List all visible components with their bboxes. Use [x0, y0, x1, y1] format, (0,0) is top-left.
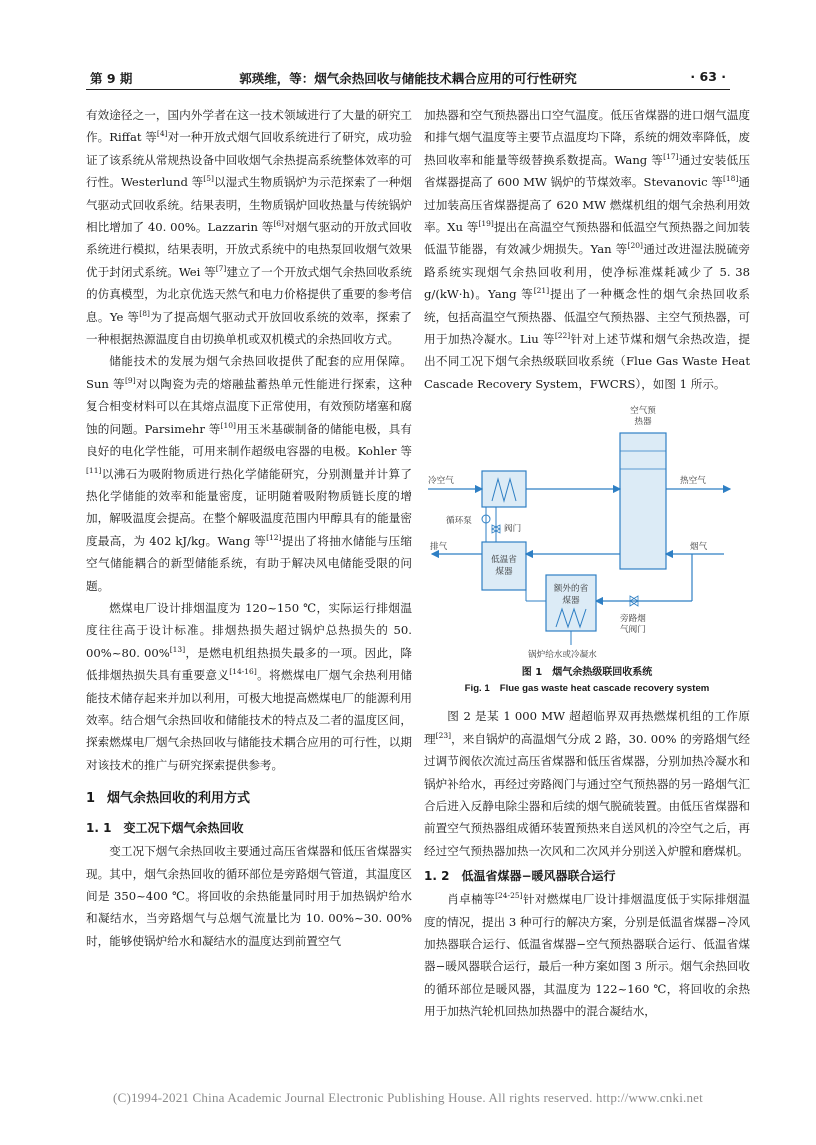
section-heading-1: 1 烟气余热回收的利用方式 [86, 791, 251, 807]
section-heading-1-2: 1. 2 低温省煤器−暖风器联合运行 [424, 869, 616, 884]
citation[interactable]: [9] [125, 375, 136, 385]
figure-1-diagram [424, 399, 750, 661]
citation[interactable]: [8] [139, 308, 150, 318]
issue-number: 第 9 期 [90, 71, 133, 86]
article-running-title: 郭瑛维，等：烟气余热回收与储能技术耦合应用的可行性研究 [239, 71, 577, 86]
label-lt-economizer-1: 低温省 [491, 555, 517, 566]
label-bypass-2: 气阀门 [620, 625, 646, 636]
paragraph: 变工况下烟气余热回收主要通过高压省煤器和低压省煤器实现。其中，烟气余热回收的循环部位是旁路烟气管道，其温度区间是 350~400 ℃。将回收的余热能量同时用于加热锅炉给水和凝结水，当旁路烟气与总烟气流量比为 10. 00%~30. 00% 时，能够使锅炉给水和凝结水的温度达到前置空气 [86, 844, 412, 948]
label-hot-air: 热空气 [680, 476, 706, 487]
left-column [86, 104, 412, 952]
label-valve: 阀门 [504, 524, 522, 535]
label-air-preheater-1: 空气预 [630, 406, 656, 417]
right-column [424, 104, 750, 1023]
citation[interactable]: [11] [86, 465, 102, 475]
paragraph: 加热器和空气预热器出口空气温度。低压省煤器的进口烟气温度和排气烟气温度等主要节点温度均下降，系统的㶲效率降低，废热回收率和能量等级替换系数提高。Wang 等[17]通过安装低压省煤器提高了 600 MW 锅炉的节煤效率。Stevanovic 等[18]通过加装高压省煤器提高了 620 MW 燃煤机组的烟气余热利用效率。Xu 等[19]提出在高温空气预热器和低温空气预热器之间加装低温节能器，有效减少㶲损失。Yan 等[20]通过改进湿法脱硫旁路系统实现烟气余热回收利用，使净标准煤耗减少了 5. 38 g/(kW·h)。Yang 等[21]提出了一种概念性的烟气余热回收系统，包括高温空气预热器、低温空气预热器、主空气预热器，可用于加热冷凝水。Liu 等[22]针对上述节煤和烟气余热改造，提出不同工况下烟气余热级联回收系统（Flue Gas Waste Heat Cascade Recovery System，FWCRS），如图 1 所示。 [424, 108, 751, 391]
citation[interactable]: [20] [627, 241, 643, 251]
label-bypass-1: 旁路烟 [620, 614, 646, 625]
section-heading-1-1: 1. 1 变工况下烟气余热回收 [86, 821, 244, 836]
label-flue-gas: 烟气 [690, 542, 708, 553]
figure-1 [424, 399, 750, 661]
paragraph: 肖卓楠等[24-25]针对燃煤电厂设计排烟温度低于实际排烟温度的情况，提出 3 种可行的解决方案，分别是低温省煤器−冷风加热器联合运行、低温省煤器−空气预热器联合运行、低温省煤器−暖风器联合运行，最后一种方案如图 3 所示。烟气余热回收的循环部位是暖风器，其温度为 122~160 ℃，将回收的余热用于加热汽轮机回热加热器中的混合凝结水， [424, 891, 750, 1019]
paragraph: 图 2 是某 1 000 MW 超超临界双再热燃煤机组的工作原理[23]，来自锅炉的高温烟气分成 2 路，30. 00% 的旁路烟气经过调节阀依次流过高压省煤器和低压省煤器，分别加热冷凝水和锅炉补给水，再经过旁路阀门与通过空气预热器的另一路烟气汇合后进入反静电除尘器和后续的烟气脱硫装置。由低压省煤器和前置空气预热器组成循环装置预热来自送风机的冷空气之后，再经过空气预热器加热一次风和二次风并分别送入炉膛和磨煤机。 [424, 709, 750, 858]
citation[interactable]: [5] [203, 174, 214, 184]
citation[interactable]: [17] [663, 151, 679, 161]
citation[interactable]: [22] [554, 331, 571, 341]
citation[interactable]: [21] [533, 286, 550, 296]
citation[interactable]: [4] [156, 129, 168, 139]
label-circ-pump: 循环泵 [446, 516, 472, 527]
label-exhaust: 排气 [430, 542, 448, 553]
paragraph: 有效途径之一，国内外学者在这一技术领域进行了大量的研究工作。Riffat 等[4]对一种开放式烟气回收系统进行了研究，成功验证了该系统从常规热设备中回收烟气余热提高系统整体效率的可行性。Westerlund 等[5]以湿式生物质锅炉为示范探索了一种烟气驱动式回收系统。结果表明，生物质锅炉回收热量与传统锅炉相比增加了 40. 00%。Lazzarin 等[6]对烟气驱动的开放式回收系统进行模拟，结果表明，开放式系统中的电热泵回收烟气效果优于封闭式系统。Wei 等[7]建立了一个开放式烟气余热回收系统的仿真模型，为北京优选天然气和电力价格提供了重要的参考信息。Ye 等[8]为了提高烟气驱动式开放回收系统的效率，探索了一种根据热源温度自由切换单机或双机模式的余热回收方式。 [86, 108, 412, 347]
header-rule [86, 89, 730, 90]
citation[interactable]: [14-16] [229, 667, 257, 677]
low-temp-economizer-box [482, 542, 526, 590]
label-feedwater: 锅炉给水或冷凝水 [528, 650, 597, 661]
paragraph: 燃煤电厂设计排烟温度为 120~150 ℃，实际运行排烟温度往往高于设计标准。排烟热损失超过锅炉总热损失的 50. 00%~80. 00%[13]，是燃电机组热损失最多的一项。因此，降低排烟热损失具有重要意义[14-16]。将燃煤电厂烟气余热利用储能技术储存起来并加以利用，可极大地提高燃煤电厂的能源利用效率。结合烟气余热回收和储能技术的特点及二者的温度区间，探索燃煤电厂烟气余热回收与储能技术耦合应用的可行性，以期对该技术的推广与研究探索提供参考。 [86, 600, 412, 772]
citation[interactable]: [13] [169, 644, 186, 654]
figure-1-caption-en: Fig. 1 Flue gas waste heat cascade recovery system [464, 683, 710, 695]
label-cold-air: 冷空气 [428, 476, 454, 487]
label-extra-economizer-1: 额外的省 [553, 584, 589, 595]
citation[interactable]: [10] [220, 420, 236, 430]
label-extra-economizer-2: 煤器 [562, 596, 580, 607]
citation[interactable]: [23] [435, 730, 452, 740]
page-number: · 63 · [690, 69, 726, 84]
citation[interactable]: [19] [478, 219, 494, 229]
citation[interactable]: [24-25] [495, 891, 523, 901]
air-preheater-box [620, 433, 666, 569]
label-air-preheater-2: 热器 [634, 417, 652, 428]
figure-1-caption-cn: 图 1 烟气余热级联回收系统 [521, 667, 653, 679]
citation[interactable]: [18] [722, 174, 739, 184]
citation[interactable]: [6] [273, 219, 284, 229]
running-head [86, 66, 730, 88]
citation[interactable]: [12] [266, 532, 282, 542]
paragraph: 储能技术的发展为烟气余热回收提供了配套的应用保障。Sun 等[9]对以陶瓷为壳的熔融盐蓄热单元性能进行探索，这种复合相变材料可以在其熔点温度下正常使用，有效预防堵塞和腐蚀的问题。Parsimehr 等[10]用玉米基碳制备的储能电极，具有良好的电化学性能，可用来制作超级电容器的电极。Kohler 等[11]以沸石为吸附物质进行热化学储能研究，分别测量并计算了热化学储能的效率和能量密度，证明随着吸附物质链长度的增加，解吸温度会提高。在整个解吸温度范围内甲醇具有的能量密度最高，为 402 kJ/kg。Wang 等[12]提出了将抽水储能与压缩空气储能耦合的新型储能系统，有助于解决风电储能受限的问题。 [86, 354, 412, 593]
copyright-footer: (C)1994-2021 China Academic Journal Electronic Publishing House. All rights reserved. http://www.cnki.net [113, 1090, 703, 1105]
citation[interactable]: [7] [215, 263, 227, 273]
label-lt-economizer-2: 煤器 [495, 567, 513, 578]
